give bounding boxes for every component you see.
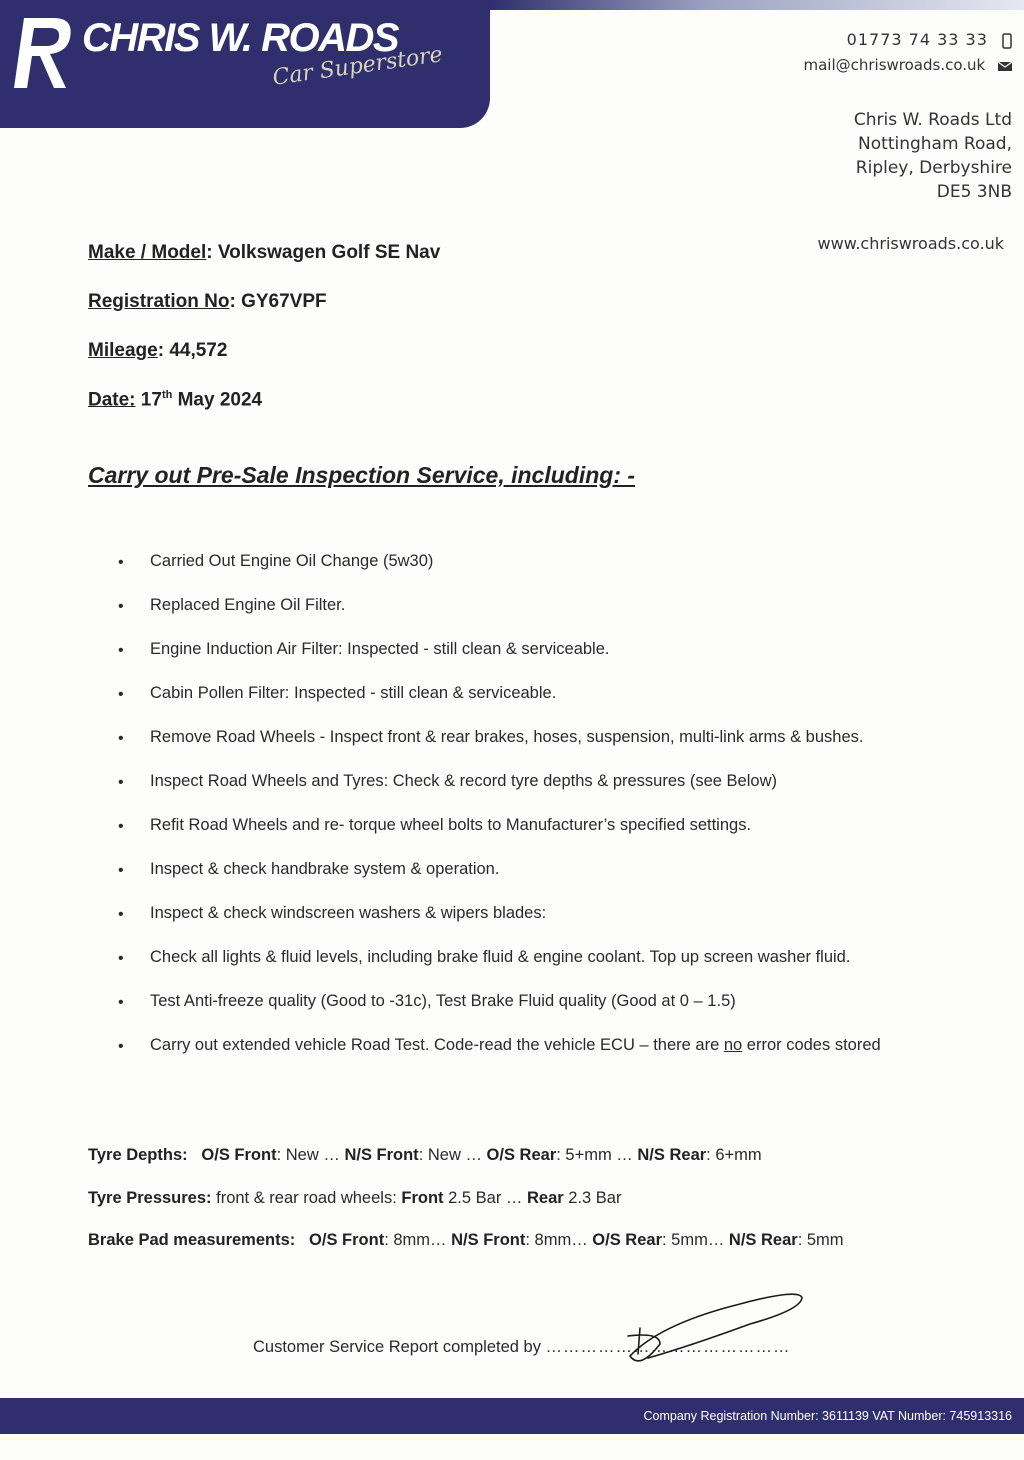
mileage-row: Mileage: 44,572 <box>88 340 228 361</box>
list-item-text: Refit Road Wheels and re- torque wheel bolts to Manufacturer’s specified settings. <box>150 816 752 834</box>
bullet-icon: • <box>118 686 124 703</box>
registration-label: Registration No <box>88 291 230 312</box>
contact-phone <box>847 30 1012 49</box>
address-line: Ripley, Derbyshire <box>855 158 1012 178</box>
list-item-text: Cabin Pollen Filter: Inspected - still clean & serviceable. <box>150 684 557 702</box>
nr-label: N/S Rear <box>728 1231 798 1249</box>
list-item-text: Replaced Engine Oil Filter. <box>150 596 346 614</box>
address-line: Nottingham Road, <box>858 134 1012 154</box>
bullet-icon: • <box>118 730 124 747</box>
list-item-text: Inspect & check handbrake system & operation. <box>150 860 500 878</box>
bullet-icon: • <box>118 862 124 879</box>
or-value: : 5mm… <box>662 1231 729 1249</box>
mileage-label: Mileage <box>88 340 158 361</box>
bullet-icon: • <box>118 1038 124 1055</box>
bullet-icon: • <box>118 598 124 615</box>
list-item <box>118 684 881 728</box>
emphasis-no: no <box>723 1036 743 1054</box>
signoff-text: Customer Service Report completed by <box>253 1338 546 1356</box>
or-value: : 5+mm … <box>556 1146 638 1164</box>
list-item <box>118 992 881 1036</box>
list-item-text: Carried Out Engine Oil Change (5w30) <box>150 552 434 570</box>
tyre-pressures-label: Tyre Pressures: <box>88 1189 212 1207</box>
list-item-text: Test Anti-freeze quality (Good to -31c), Test Brake Fluid quality (Good at 0 – 1.5) <box>150 992 736 1010</box>
email-address[interactable]: mail@chriswroads.co.uk <box>803 56 986 74</box>
date-label: Date: <box>88 389 136 411</box>
signoff-dots: …………………………………… <box>545 1338 791 1356</box>
list-item-text: Remove Road Wheels - Inspect front & rear brakes, hoses, suspension, multi-link arms & bushes. <box>150 728 864 746</box>
bullet-icon: • <box>118 774 124 791</box>
make-model-row: Make / Model: Volkswagen Golf SE Nav <box>88 242 441 263</box>
nr-label: N/S Rear <box>637 1146 707 1164</box>
list-item <box>118 816 881 860</box>
list-item-text: Inspect Road Wheels and Tyres: Check & record tyre depths & pressures (see Below) <box>150 772 777 790</box>
brake-pads-label: Brake Pad measurements: <box>88 1231 296 1249</box>
footer-registration: Company Registration Number: 3611139 VAT Number: 745913316 <box>643 1409 1012 1423</box>
of-value: : 8mm… <box>384 1231 452 1249</box>
date-month-year: May 2024 <box>177 389 263 411</box>
phone-number[interactable]: 01773 74 33 33 <box>846 30 988 49</box>
date-suffix: th <box>161 389 173 401</box>
front-value: 2.5 Bar … <box>443 1189 527 1207</box>
bullet-icon: • <box>118 642 124 659</box>
bullet-icon: • <box>118 994 124 1011</box>
of-label: O/S Front <box>309 1231 385 1249</box>
nf-value: : 8mm… <box>525 1231 593 1249</box>
front-label: Front <box>401 1189 444 1207</box>
list-item-text: Engine Induction Air Filter: Inspected - still clean & serviceable. <box>150 640 610 658</box>
address-line: DE5 3NB <box>936 182 1012 202</box>
tyre-pressures-row <box>88 1189 621 1208</box>
list-item <box>118 1036 881 1080</box>
make-model-label: Make / Model <box>88 242 207 263</box>
list-item <box>118 772 881 816</box>
contact-email <box>803 56 1012 74</box>
brand-name: CHRIS W. ROADS <box>82 16 399 60</box>
date-row <box>88 389 262 411</box>
registration-value: GY67VPF <box>241 291 327 312</box>
bullet-icon: • <box>118 906 124 923</box>
company-address <box>854 108 1012 204</box>
list-item-text: Check all lights & fluid levels, including brake fluid & engine coolant. Top up screen washer fluid. <box>150 948 851 966</box>
list-item-text: Carry out extended vehicle Road Test. Code-read the vehicle ECU – there are <box>150 1036 724 1054</box>
rear-value: 2.3 Bar <box>563 1189 622 1207</box>
mileage-value: 44,572 <box>169 340 228 361</box>
list-item <box>118 728 881 772</box>
nr-value: : 6+mm <box>706 1146 762 1164</box>
of-value: : New … <box>276 1146 345 1164</box>
header-stripe <box>490 0 1024 10</box>
date-day: 17 <box>140 389 162 411</box>
mobile-phone-icon <box>1002 33 1012 49</box>
nf-value: : New … <box>418 1146 487 1164</box>
envelope-icon <box>998 61 1012 71</box>
nr-value: : 5mm <box>797 1231 844 1249</box>
list-item <box>118 552 881 596</box>
tyre-pressures-text: front & rear road wheels: <box>211 1189 402 1207</box>
bullet-icon: • <box>118 950 124 967</box>
list-item <box>118 860 881 904</box>
address-line: Chris W. Roads Ltd <box>853 110 1012 130</box>
tyre-depths-row <box>88 1146 762 1165</box>
brand-logo-icon <box>10 12 76 90</box>
brand-tagline: Car Superstore <box>271 42 445 91</box>
rear-label: Rear <box>526 1189 564 1207</box>
list-item <box>118 596 881 640</box>
or-label: O/S Rear <box>592 1231 662 1249</box>
bullet-icon: • <box>118 554 124 571</box>
list-item-text: Inspect & check windscreen washers & wipers blades: <box>150 904 547 922</box>
of-label: O/S Front <box>201 1146 277 1164</box>
bullet-icon: • <box>118 818 124 835</box>
list-item-text: error codes stored <box>742 1036 881 1054</box>
or-label: O/S Rear <box>486 1146 557 1164</box>
registration-row: Registration No: GY67VPF <box>88 291 327 312</box>
header-band <box>0 0 490 128</box>
list-item <box>118 904 881 948</box>
service-heading: Carry out Pre-Sale Inspection Service, including: - <box>88 462 636 488</box>
brake-pads-row <box>88 1231 844 1250</box>
nf-label: N/S Front <box>344 1146 419 1164</box>
nf-label: N/S Front <box>451 1231 526 1249</box>
website-link[interactable]: www.chriswroads.co.uk <box>817 234 1004 253</box>
tyre-depths-label: Tyre Depths: <box>88 1146 188 1164</box>
make-model-value: Volkswagen Golf SE Nav <box>217 242 441 263</box>
list-item <box>118 640 881 684</box>
service-checklist <box>118 552 881 1080</box>
handwritten-signature <box>600 1284 820 1384</box>
list-item <box>118 948 881 992</box>
